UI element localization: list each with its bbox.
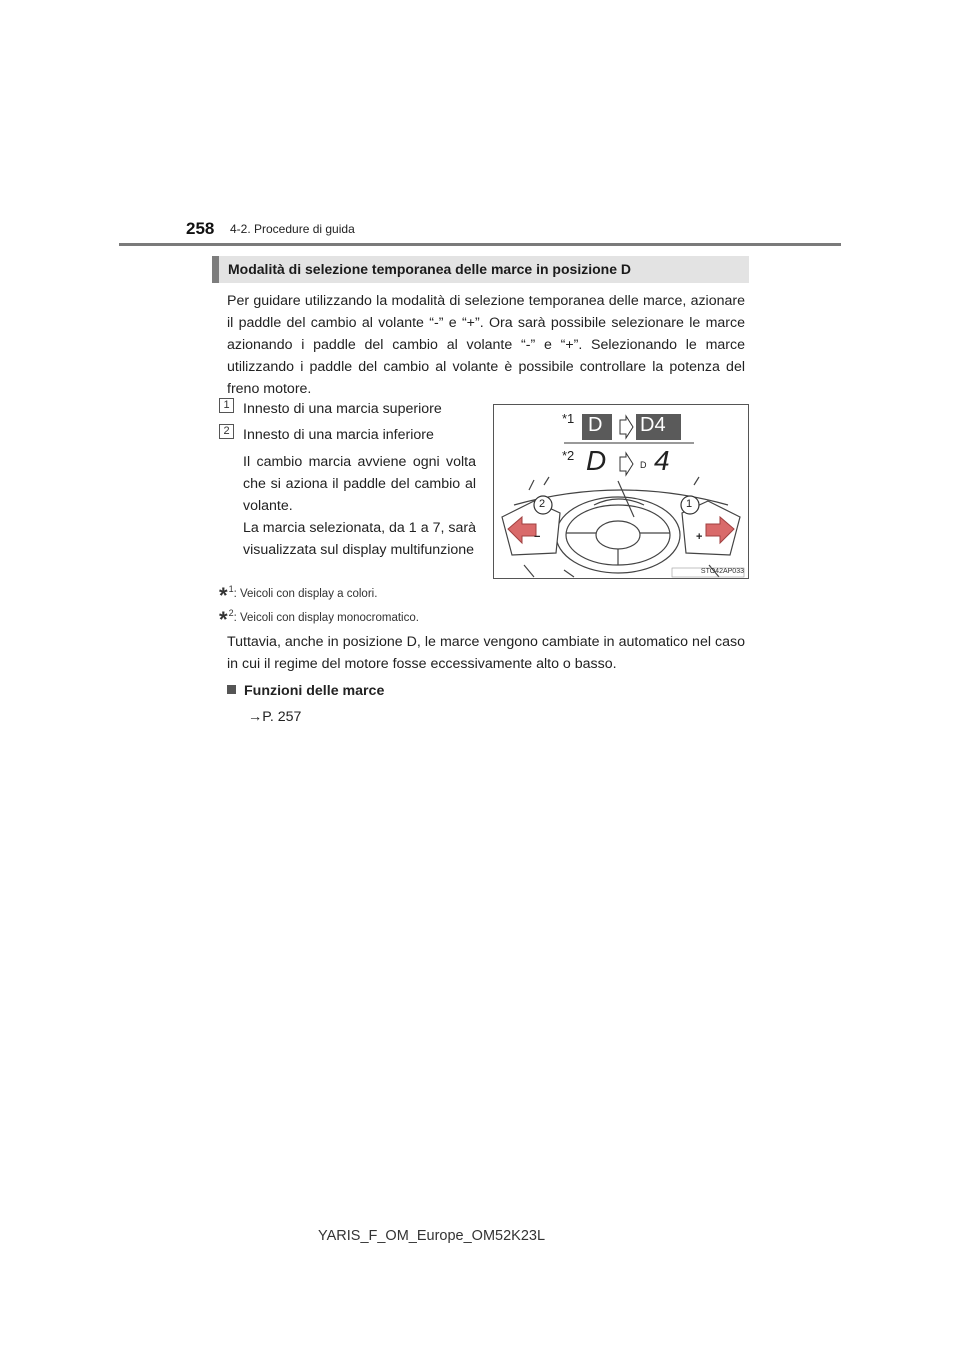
subsection-title: Modalità di selezione temporanea delle marce in posizione D — [228, 261, 631, 277]
arrow-right-icon — [620, 453, 633, 475]
footnote-2-star: * — [219, 607, 228, 632]
callout-label-1: 1 — [686, 498, 693, 510]
subsection-heading-marker — [212, 256, 219, 283]
item-2-text: Innesto di una marcia inferiore — [243, 427, 434, 443]
figure-star-2: *2 — [562, 448, 575, 463]
bullet-heading — [227, 683, 384, 699]
document-footer: YARIS_F_OM_Europe_OM52K23L — [318, 1228, 546, 1244]
footnote-2-text: : Veicoli con display monocromatico. — [233, 612, 419, 624]
steering-wheel-illustration — [494, 405, 748, 578]
footnote-1 — [219, 583, 377, 609]
footnote-1-text: : Veicoli con display a colori. — [233, 588, 378, 600]
note-paragraph: Tuttavia, anche in posizione D, le marce vengono cambiate in automatico nel caso in cui il regime del motore fosse eccessivamente alto o basso. — [227, 634, 745, 672]
shift-paragraph: Il cambio marcia avviene ogni volta che si aziona il paddle del cambio al volante. — [243, 454, 476, 514]
item-2-number: 2 — [219, 424, 234, 439]
color-display-from-label: D — [588, 414, 603, 436]
color-display-to-label: D4 — [640, 414, 666, 436]
intro-paragraph: Per guidare utilizzando la modalità di selezione temporanea delle marce, azionare il paddle del cambio al volante “-” e “+”. Ora sarà possibile selezionare le marce azionando i paddle del cambio al volante “-” e “+”. Selezionando le marce utilizzando i paddle del cambio al volante è possibile controllare la potenza del freno motore. — [227, 293, 745, 397]
page-reference-link[interactable]: →P. 257 — [248, 709, 302, 725]
footnote-1-sup: 1 — [228, 584, 234, 595]
footnote-2-sup: 2 — [228, 608, 234, 619]
arrow-right-icon — [620, 416, 633, 438]
footnote-1-star: * — [219, 583, 228, 608]
figure-code: STO42AP033 — [700, 568, 744, 575]
bullet-heading-text: Funzioni delle marce — [244, 683, 385, 699]
item-1-text: Innesto di una marcia superiore — [243, 401, 442, 417]
paddle-shift-illustration — [493, 404, 749, 579]
plus-label: + — [696, 531, 703, 543]
footnote-2 — [219, 607, 419, 633]
display-paragraph: La marcia selezionata, da 1 a 7, sarà visualizzata sul display multifunzione — [243, 520, 476, 558]
mono-display-small-label: D — [640, 460, 647, 470]
page-number: 258 — [186, 219, 215, 238]
callout-label-2: 2 — [539, 498, 546, 510]
item-1-number: 1 — [219, 398, 234, 413]
figure-star-1: *1 — [562, 411, 575, 426]
square-bullet-icon — [227, 685, 236, 694]
mono-display-to-label: 4 — [654, 445, 670, 476]
mono-display-from-label: D — [586, 445, 607, 476]
header-divider — [119, 243, 841, 246]
section-title: 4-2. Procedure di guida — [230, 222, 355, 236]
minus-label: − — [534, 531, 541, 543]
